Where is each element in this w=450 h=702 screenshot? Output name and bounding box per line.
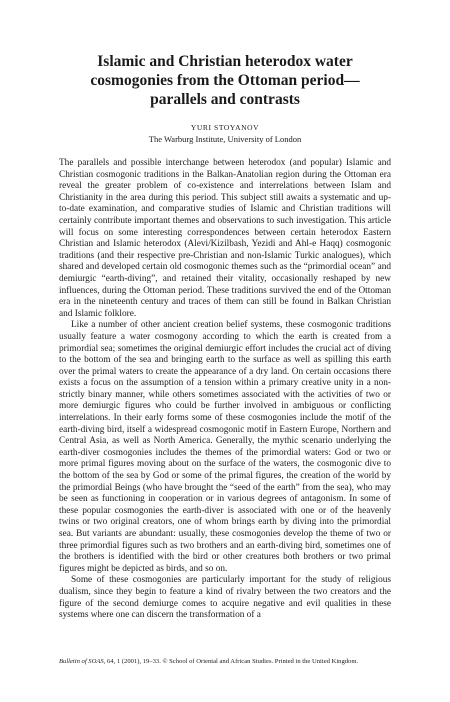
author-name: YURI STOYANOV	[190, 123, 260, 132]
journal-name: Bulletin of SOAS,	[59, 658, 106, 665]
author-affiliation: The Warburg Institute, University of London	[148, 134, 302, 144]
citation-details: 64, 1 (2001), 19–33. © School of Oriental and African Studies. Printed in the United Kingdom.	[105, 658, 359, 665]
abstract: The parallels and possible interchange between heterodox (and popular) Islamic and Christian cosmogonic traditions in the Balkan-Anatolian region during the Ottoman era reveal the greater problem of co-existence and interrelations between Islam and Christianity in the area during this period. This subject still awaits a systematic and up-to-date examination, and comparative studies of Islamic and Christian traditions will certainly contribute important themes and observations to such investigation. This article will focus on some interesting correspondences between certain heterodox Eastern Christian and Islamic heterodox (Alevi/Kizilbash, Yezidi and Ahl-e Haqq) cosmogonic traditions (and their respective pre-Christian and non-Islamic Turkic analogues), which shared and developed certain old cosmogonic themes such as the “primordial ocean” and demiurgic “earth-diving”, and retained their vitality, occasionally reshaped by new influences, during the Ottoman period. These traditions survived the end of the Ottoman era in the nineteenth century and traces of them can still be found in Balkan Christian and Islamic folklore.	[59, 158, 391, 319]
article-body	[59, 320, 391, 621]
body-paragraph: Some of these cosmogonies are particularly important for the study of religious dualism, since they begin to feature a kind of rivalry between the two creators and the figure of the second demiurge comes to acquire negative and evil qualities in these systems where one can discern the transformation of a	[59, 575, 391, 621]
body-paragraph: Like a number of other ancient creation belief systems, these cosmogonic traditions usually feature a water cosmogony according to which the earth is created from a primordial sea; sometimes the original demiurgic effort includes the crucial act of diving to the bottom of the sea and bringing earth to the surface as well as spilling this earth over the primal waters to create the appearance of a dry land. On certain occasions there exists a focus on the assumption of a tension within a primary creative unity in a non-strictly binary manner, while others sometimes associated with the activities of two or more demiurgic figures who could be further involved in ambiguous or conflicting interrelations. In their early forms some of these cosmogonies include the motif of the earth-diving bird, itself a widespread cosmogonic motif in Eastern Europe, Northern and Central Asia, as well as North America. Generally, the mythic scenario underlying the earth-diver cosmogonies includes the themes of the primordial waters: God or two or more primal figures moving about on the surface of the waters, the cosmogonic dive to the bottom of the sea by God or some of the primal figures, the creation of the world by the primordial Beings (who have brought the “seed of the earth” from the sea), who may be seen as functioning in cooperation or in various degrees of antagonism. In some of these popular cosmogonies the earth-diver is associated with one or of the heavenly twins or two original creators, one of whom brings earth by diving into the primordial sea. But variants are abundant: usually, these cosmogonies develop the theme of two or three primordial figures such as two brothers and an earth-diving bird, sometimes one of the brothers is identified with the bird or other creatures both brothers or two primal figures might be depicted as birds, and so on.	[59, 320, 391, 574]
publication-footnote	[59, 658, 391, 666]
article-title: Islamic and Christian heterodox water cosmogonies from the Ottoman period— parallels and contrasts	[90, 53, 360, 108]
